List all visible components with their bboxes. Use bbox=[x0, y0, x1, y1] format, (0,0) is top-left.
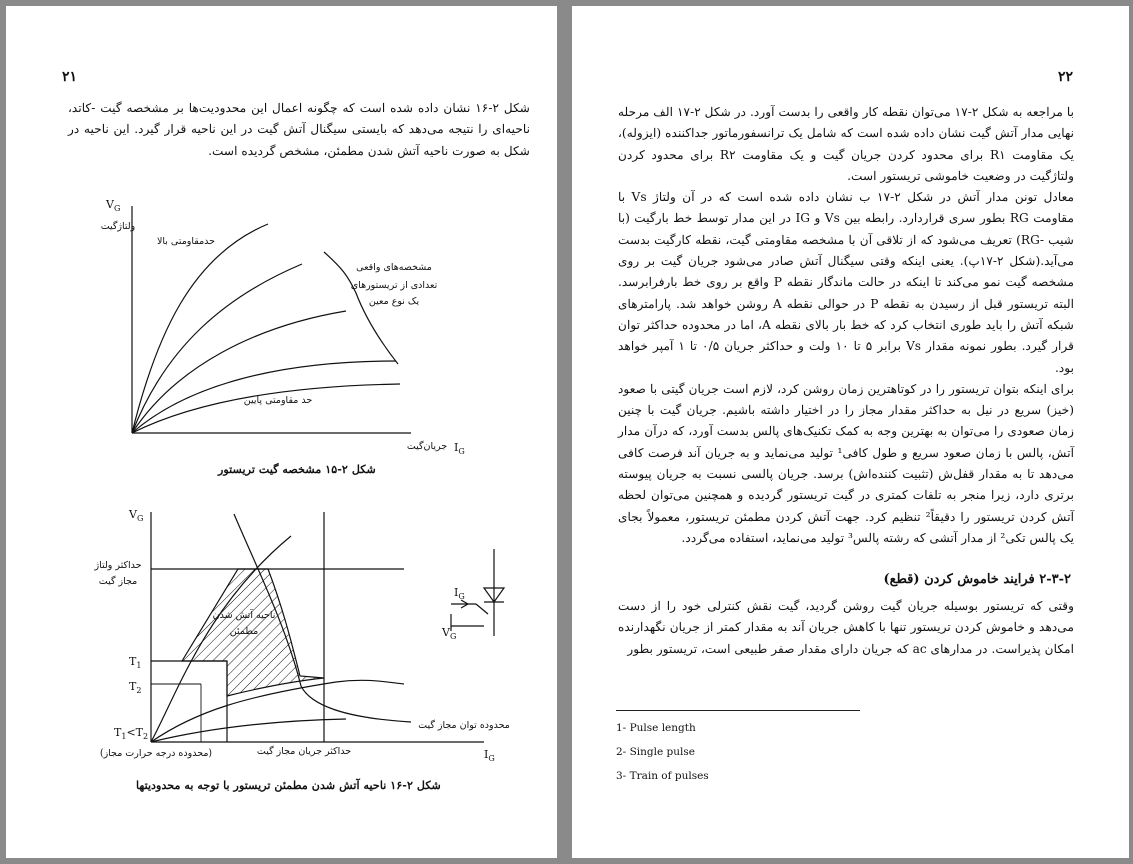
footnote-2: 2- Single pulse bbox=[616, 746, 695, 758]
page-number: ۲۲ bbox=[1058, 69, 1074, 85]
fig16-label-max-volt-1: حداکثر ولتاژ bbox=[94, 560, 142, 571]
body-text bbox=[618, 102, 1074, 549]
paragraph-4: وقتی که تریستور بوسیله جریان گیت روشن گردید، گیت نقش کنترلی خود را از دست می‌دهد و خاموش کردن تریستور تنها با کاهش جریان آند به مقدار کمتر از جریان نگهدارنده امکان پذیراست. در مدارهای ac که جریان دارای مقدار صفر طبیعی است، تریستور بطور bbox=[618, 599, 1074, 656]
fig16-label-max-volt-2: مجاز گیت bbox=[98, 576, 138, 587]
section-paragraph bbox=[618, 596, 1074, 660]
section-heading: ۲-۳-۲ فرایند خاموش کردن (قطع) bbox=[883, 572, 1071, 587]
fig16-t1-label: $T_1$ bbox=[129, 655, 142, 670]
left-page bbox=[6, 6, 557, 858]
paragraph-2: معادل تونن مدار آتش در شکل ۲-۱۷ ب نشان داده شده است که در آن ولتاژ Vs با مقاومت RG بطور سری قراردارد. رابطه بین Vs و IG در این مدار توسط خط بارگیت (با شیب -RG) تعریف می‌شود که از تلاقی آن با مشخصه مقاومتی گیت، نقطه کارگیت بدست می‌آید.(شکل ۲-۱۷پ). یعنی اینکه وقتی سیگنال آتش صادر می‌شود جریان گیت بر روی مشخصه گیت نمو می‌کند تا اینکه در حالت ماندگار نقطه P واقع بر روی خط بارفرابرسد. البته تریستور قبل از رسیدن به نقطه P در حوالی نقطه A روشن خواهد شد. پارامترهای شبکه آتش را باید طوری انتخاب کرد که خط بار بالای نقطه A، اما در محدوده حداکثر توان قرار گیرد. بطور نمونه مقدار Vs برابر ۵ تا ۱۰ ولت و حداکثر جریان ۰/۵ تا ۱ آمپر خواهد بود. bbox=[618, 190, 1075, 375]
figure-2-16-caption: شکل ۲-۱۶ ناحیه آتش شدن مطمئن تریستور با توجه به محدودیتها bbox=[136, 778, 441, 792]
fig16-label-region-2: مطمئن bbox=[229, 626, 259, 637]
fig16-t2-label: $T_2$ bbox=[129, 680, 142, 695]
page-number: ۲۱ bbox=[62, 69, 78, 85]
right-page bbox=[572, 6, 1129, 858]
paragraph-3: برای اینکه بتوان تریستور را در کوتاهترین زمان روشن کرد، لازم است جریان گیتی با صعود (خیز) سریع در نیل به حداکثر مقدار مجاز را در اختیار داشته باشیم. جریان گیت با چنین زمان صعودی را می‌توان به بهترین وجه به کمک تکنیک‌های پالس بدست آورد، که درآن مدار آتش، پالس با زمان صعود سریع و طول کافی¹ تولید می‌نماید و به جریان آند فرصت کافی می‌دهد تا به مقدار قفل‌ش (تثبیت کننده‌اش) برسد. جریان پالسی نسبت به جریان پیوسته برتری دارد، زیرا منجر به تلفات کمتری در گیت تریستور گردیده و همچنین می‌توان لحظه آتش کردن تریستور را دقیقاً² تنظیم کرد. جهت آتش کردن مطمئن تریستور، معمولاً بجای یک پالس تکی² از مدار آتشی که رشته پالس³ تولید می‌نماید، استفاده می‌گردد. bbox=[618, 381, 1074, 545]
fig15-label-real-1: مشخصه‌های واقعی bbox=[356, 262, 432, 273]
intro-text: شکل ۲-۱۶ نشان داده شده است که چگونه اعمال این محدودیت‌ها بر مشخصه گیت -کاتد، ناحیه‌ای را نتیجه می‌دهد که بایستی سیگنال آتش گیت در این ناحیه قرار گیرد. این ناحیه در شکل به صورت ناحیه آتش شدن مطمئن، مشخص گردیده است. bbox=[68, 101, 531, 158]
paragraph-1: با مراجعه به شکل ۲-۱۷ می‌توان نقطه کار واقعی را بدست آورد. در شکل ۲-۱۷ الف مرحله نهایی مدار آتش گیت نشان داده شده است که شامل یک ترانسفورماتور جداکننده (ایزوله)، یک مقاومت R۱ برای محدود کردن جریان گیت و یک مقاومت R۲ برای محدود کردن ولتاژگیت در وضعیت خاموشی تریستور است. bbox=[618, 105, 1074, 183]
figure-2-16 bbox=[6, 6, 557, 858]
fig15-label-max-res: حدمقاومتی بالا bbox=[156, 236, 216, 247]
fig16-y-label: $V_G$ bbox=[129, 508, 144, 523]
fig15-label-real-3: یک نوع معین bbox=[368, 296, 420, 307]
fig16-label-power: محدوده توان مجاز گیت bbox=[418, 720, 510, 731]
thyristor-ig-label: $I_G$ bbox=[454, 586, 465, 601]
thyristor-vg-label: $V_G$ bbox=[442, 626, 457, 641]
fig15-x-label-fa: جریان‌گیت bbox=[406, 441, 448, 452]
fig16-label-region-1: ناحیه آتش شدن bbox=[212, 610, 276, 621]
footnote-1: 1- Pulse length bbox=[616, 722, 696, 734]
fig15-x-label: $I_G$ bbox=[454, 441, 465, 456]
fig16-t-relation: $T_1<T_2$ bbox=[114, 726, 149, 741]
fig16-label-max-current: حداکثر جریان مجاز گیت bbox=[256, 746, 352, 757]
fig15-y-label-fa: ولتاژگیت bbox=[100, 221, 136, 232]
fig15-y-label: $V_G$ bbox=[106, 198, 121, 213]
fig16-t2-curve bbox=[151, 719, 346, 742]
fig16-t1-curve bbox=[151, 680, 404, 742]
fig16-label-temp: (محدوده درجه حرارت مجاز) bbox=[99, 748, 213, 759]
fig15-label-real-2: تعدادی از تریستورهای bbox=[350, 280, 438, 291]
footnote-3: 3- Train of pulses bbox=[616, 770, 709, 782]
footnote-rule bbox=[616, 710, 860, 711]
fig15-label-min-res: حد مقاومتی پایین bbox=[243, 395, 313, 406]
fig16-x-label: $I_G$ bbox=[484, 748, 495, 763]
figure-2-15-caption: شکل ۲-۱۵ مشخصه گیت تریستور bbox=[218, 462, 376, 476]
